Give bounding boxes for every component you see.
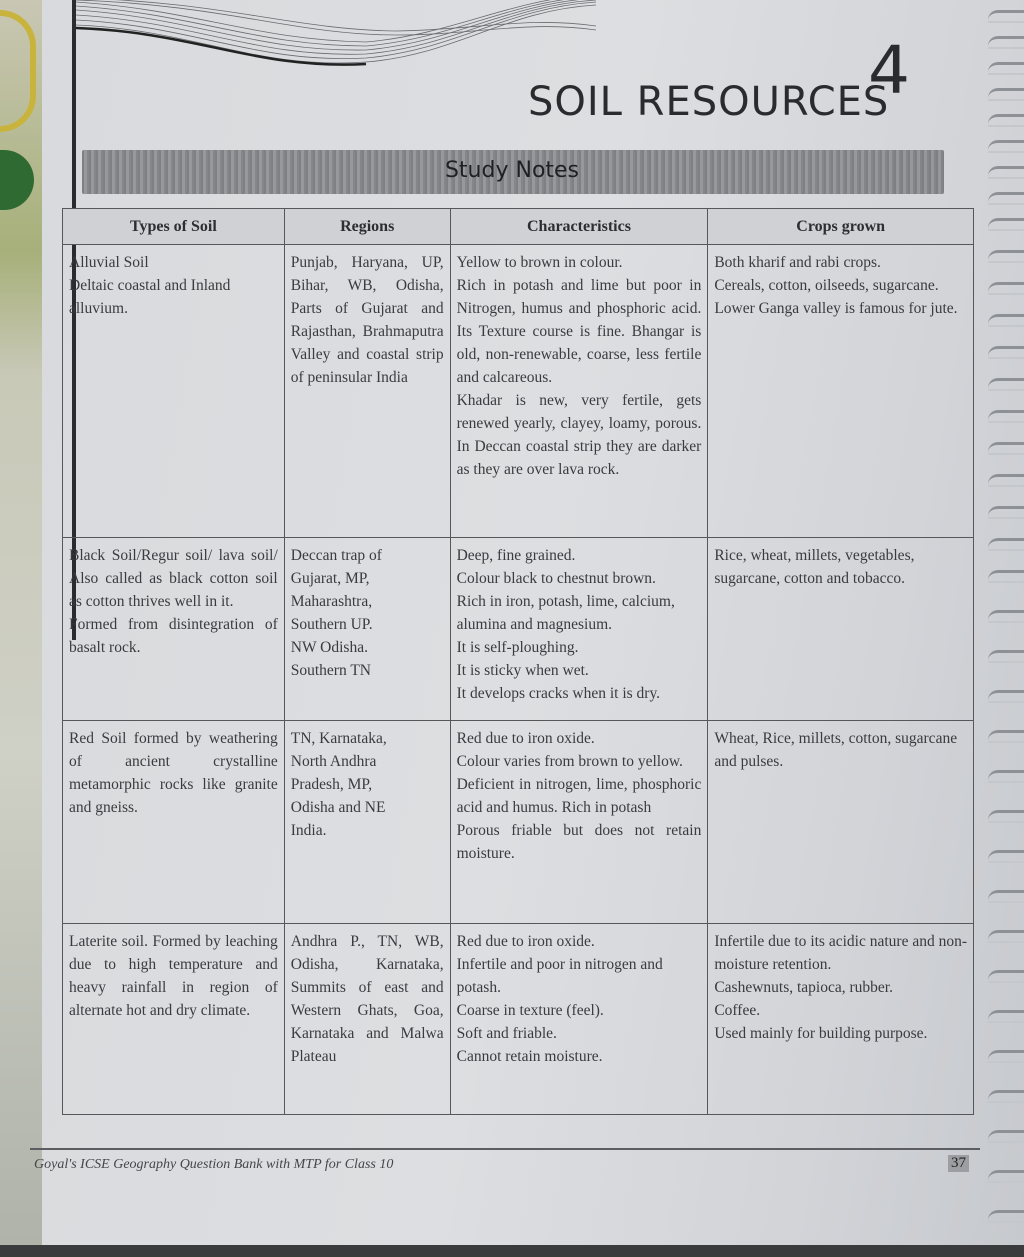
cell-characteristics [450,538,708,721]
characteristic-item: Rich in potash and lime but poor in Nitrogen, humus and phosphoric acid. Its Texture course is fine. Bhangar is old, non-renewable, coarse, less fertile and calcareous. [456,277,702,386]
characteristic-item: Red due to iron oxide. [456,730,595,747]
table-row-black-soil [63,538,974,721]
table-row-red-soil [63,721,974,924]
characteristic-item: Rich in iron, potash, lime, calcium, alumina and magnesium. [456,593,675,633]
cell-regions: Andhra P., TN, WB, Odisha, Karnataka, Summits of east and Western Ghats, Goa, Karnataka and Malwa Plateau [284,924,450,1115]
characteristic-item: It develops cracks when it is dry. [456,685,661,702]
region-line: Southern UP. [290,616,373,633]
characteristic-item: It is sticky when wet. [456,662,589,679]
cell-regions [284,721,450,924]
crop-item: Cashewnuts, tapioca, rubber. [714,979,893,996]
characteristic-item: Cannot retain moisture. [456,1048,603,1065]
footer-book-title: Goyal's ICSE Geography Question Bank with MTP for Class 10 [34,1157,394,1172]
soil-name: Black Soil/Regur soil/ lava soil/ Also called as black cotton soil as cotton thrives well in it. [69,547,278,610]
cell-characteristics [450,924,708,1115]
cell-regions [284,538,450,721]
header-characteristics: Characteristics [450,209,708,245]
region-line: Southern TN [290,662,371,679]
chapter-title: SOIL RESOURCES [528,78,890,125]
header-types-of-soil: Types of Soil [63,209,285,245]
section-title-text: Study Notes [444,158,580,183]
region-line: India. [290,822,327,839]
region-line: Odisha and NE [290,799,386,816]
characteristic-item: Colour varies from brown to yellow. [456,753,683,770]
crop-item: Both kharif and rabi crops. [714,254,881,271]
header-regions: Regions [284,209,450,245]
region-line: Gujarat, MP, [290,570,370,587]
region-line: Maharashtra, [290,593,373,610]
decorative-wave-lines [76,0,596,70]
cell-soil-type [63,924,285,1115]
decor-yellow-ring [0,10,36,132]
soil-description: Formed from disintegration of basalt rock. [69,616,278,656]
cell-soil-type [63,245,285,538]
header-crops-grown: Crops grown [708,209,974,245]
characteristic-item: Yellow to brown in colour. [456,254,623,271]
cell-crops [708,245,974,538]
cell-regions: Punjab, Haryana, UP, Bihar, WB, Odisha, Parts of Gujarat and Rajasthan, Brahmaputra Valley and coastal strip of peninsular India [284,245,450,538]
characteristic-item: Coarse in texture (feel). [456,1002,604,1019]
characteristic-item: Soft and friable. [456,1025,557,1042]
page-number: 37 [948,1155,969,1172]
table-header-row [63,209,974,245]
cell-soil-type [63,538,285,721]
cell-crops [708,538,974,721]
crop-item: Wheat, Rice, millets, cotton, sugarcane and pulses. [714,730,958,770]
soil-name: Alluvial Soil [69,254,149,271]
region-line: North Andhra [290,753,377,770]
region-line: TN, Karnataka, [290,730,387,747]
characteristic-item: Infertile and poor in nitrogen and potash. [456,956,663,996]
crop-item: Rice, wheat, millets, vegetables, sugarcane, cotton and tobacco. [714,547,915,587]
characteristic-item: It is self-ploughing. [456,639,579,656]
cell-characteristics [450,721,708,924]
region-line: Pradesh, MP, [290,776,373,793]
crop-item: Used mainly for building purpose. [714,1025,928,1042]
table-row-laterite-soil [63,924,974,1115]
crop-item: Coffee. [714,1002,761,1019]
characteristic-item: Khadar is new, very fertile, gets renewed yearly, clayey, loamy, porous. In Deccan coastal strip they are darker as they are over lava rock. [456,392,702,478]
soil-description: Laterite soil. Formed by leaching due to high temperature and heavy rainfall in region of alternate hot and dry climate. [69,933,278,1019]
region-line: Deccan trap of [290,547,382,564]
spiral-binding [980,0,1024,1257]
soil-types-table [62,208,974,1115]
characteristic-item: Porous friable but does not retain moisture. [456,822,702,862]
page-bottom-edge [0,1245,1024,1257]
characteristic-item: Colour black to chestnut brown. [456,570,656,587]
crop-item: Lower Ganga valley is famous for jute. [714,300,958,317]
soil-description: Red Soil formed by weathering of ancient crystalline metamorphic rocks like granite and gneiss. [69,730,278,816]
cell-characteristics [450,245,708,538]
characteristic-item: Red due to iron oxide. [456,933,595,950]
chapter-number: 4 [868,32,910,109]
cell-soil-type [63,721,285,924]
footer-divider [30,1148,980,1150]
cell-crops [708,924,974,1115]
cell-crops [708,721,974,924]
characteristic-item: Deficient in nitrogen, lime, phosphoric acid and humus. Rich in potash [456,776,702,816]
table-row-alluvial [63,245,974,538]
section-title [0,158,1024,183]
crop-item: Cereals, cotton, oilseeds, sugarcane. [714,277,939,294]
soil-description: Deltaic coastal and Inland alluvium. [69,277,231,317]
crop-item: Infertile due to its acidic nature and non-moisture retention. [714,933,967,973]
characteristic-item: Deep, fine grained. [456,547,576,564]
region-line: NW Odisha. [290,639,368,656]
